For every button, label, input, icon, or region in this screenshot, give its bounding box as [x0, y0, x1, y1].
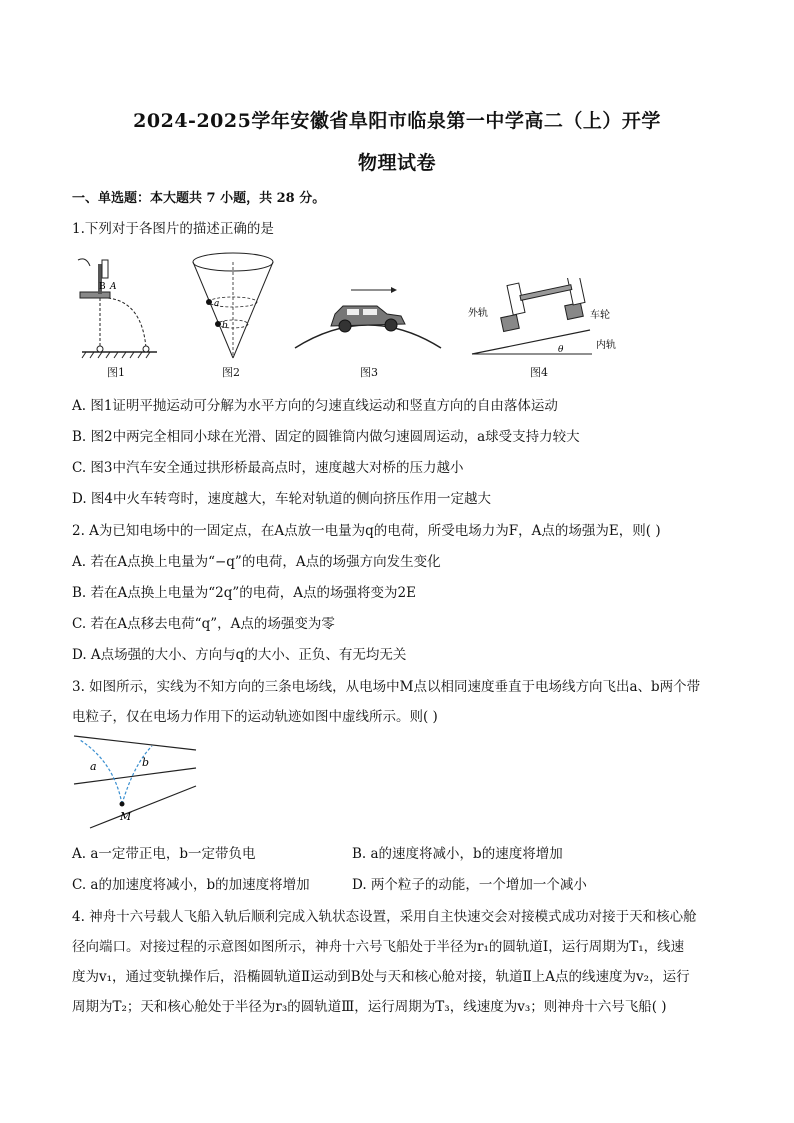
q2-option-d: D. A点场强的大小、方向与q的大小、正负、有无均无关 [72, 647, 407, 663]
figure-3 [293, 282, 443, 352]
figure-4 [462, 278, 632, 358]
q3-stem-line1: 3. 如图所示，实线为不知方向的三条电场线，从电场中M点以相同速度垂直于电场线方向飞出a、b两个带 [72, 679, 701, 695]
field-line-top [74, 736, 196, 750]
q4-line1: 4. 神舟十六号载人飞船入轨后顺利完成入轨状态设置，采用自主快速交会对接模式成功对接于天和核心舱 [72, 909, 697, 925]
arched-bridge [295, 325, 441, 348]
trajectory-a [80, 740, 122, 804]
car-wheel-rear [339, 320, 351, 332]
car-wheel-front [385, 319, 397, 331]
parabolic-path [108, 298, 146, 348]
q3-b-label: b [142, 756, 150, 769]
q4-line2: 径向端口。对接过程的示意图如图所示，神舟十六号飞船处于半径为r₁的圆轨道Ⅰ，运行周期为T₁，线速 [72, 939, 685, 955]
outer-rail [501, 314, 520, 331]
ball-b [215, 321, 221, 327]
fig3-label: 图3 [360, 366, 378, 379]
q1-option-c: C. 图3中汽车安全通过拱形桥最高点时，速度越大对桥的压力越小 [72, 460, 464, 476]
wheel-right [567, 278, 585, 305]
fig1-b-label: B [99, 282, 106, 292]
ball-a [206, 299, 212, 305]
exam-title-line1: 2024-2025学年安徽省阜阳市临泉第一中学高二（上）开学 [133, 110, 661, 132]
figure-2 [188, 250, 278, 362]
q1-option-b: B. 图2中两完全相同小球在光滑、固定的圆锥筒内做匀速圆周运动，a球受支持力较大 [72, 429, 580, 445]
q2-option-c: C. 若在A点移去电荷“q”，A点的场强变为零 [72, 616, 335, 632]
swing-arrow [78, 259, 90, 266]
fig4-wheel-label: 车轮 [590, 310, 610, 321]
fig2-a-label: a [214, 299, 220, 309]
section-heading: 一、单选题：本大题共 7 小题，共 28 分。 [72, 191, 326, 206]
q2-option-b: B. 若在A点换上电量为“2q”的电荷，A点的场强将变为2E [72, 585, 416, 601]
fig2-label: 图2 [222, 366, 240, 379]
q3-stem-line2: 电粒子，仅在电场力作用下的运动轨迹如图中虚线所示。则( ) [72, 709, 438, 725]
fig4-outer-label: 外轨 [468, 308, 488, 319]
fig4-label: 图4 [530, 366, 548, 379]
figure-1 [72, 252, 172, 362]
q4-line4: 周期为T₂；天和核心舱处于半径为r₃的圆轨道Ⅲ，运行周期为T₃，线速度为v₃；则神舟十六号飞船( ) [72, 999, 667, 1015]
q3-option-d: D. 两个粒子的动能，一个增加一个减小 [352, 877, 587, 893]
field-line-bottom [90, 786, 196, 828]
fig4-inner-label: 内轨 [596, 340, 616, 351]
q1-stem: 1.下列对于各图片的描述正确的是 [72, 221, 274, 237]
exam-title-line2: 物理试卷 [357, 152, 436, 174]
q3-a-label: a [90, 760, 97, 773]
q2-option-a: A. 若在A点换上电量为“−q”的电荷，A点的场强方向发生变化 [72, 554, 441, 570]
trajectory-b [122, 746, 152, 804]
axle [520, 285, 572, 301]
fig1-label: 图1 [107, 366, 125, 379]
q3-figure [72, 732, 202, 832]
q1-option-a: A. 图1证明平抛运动可分解为水平方向的匀速直线运动和竖直方向的自由落体运动 [72, 398, 558, 414]
q1-option-d: D. 图4中火车转弯时，速度越大，车轮对轨道的侧向挤压作用一定越大 [72, 491, 492, 507]
point-m [120, 802, 125, 807]
q2-stem: 2. A为已知电场中的一固定点，在A点放一电量为q的电荷，所受电场力为F，A点的场强为E，则( ) [72, 523, 661, 539]
fig1-a-label: A [110, 282, 117, 292]
q3-option-b: B. a的速度将减小，b的速度将增加 [352, 846, 563, 862]
q3-option-c: C. a的加速度将减小，b的加速度将增加 [72, 877, 310, 893]
q3-option-a: A. a一定带正电，b一定带负电 [72, 846, 256, 862]
fig2-b-label: b [222, 321, 228, 331]
q4-line3: 度为v₁，通过变轨操作后，沿椭圆轨道Ⅱ运动到B处与天和核心舱对接，轨道Ⅱ上A点的线速度为v₂，运行 [72, 969, 690, 985]
q3-m-label: M [120, 810, 132, 823]
fig4-theta-label: θ [558, 345, 564, 355]
banked-track [472, 330, 590, 354]
platform [80, 292, 110, 298]
